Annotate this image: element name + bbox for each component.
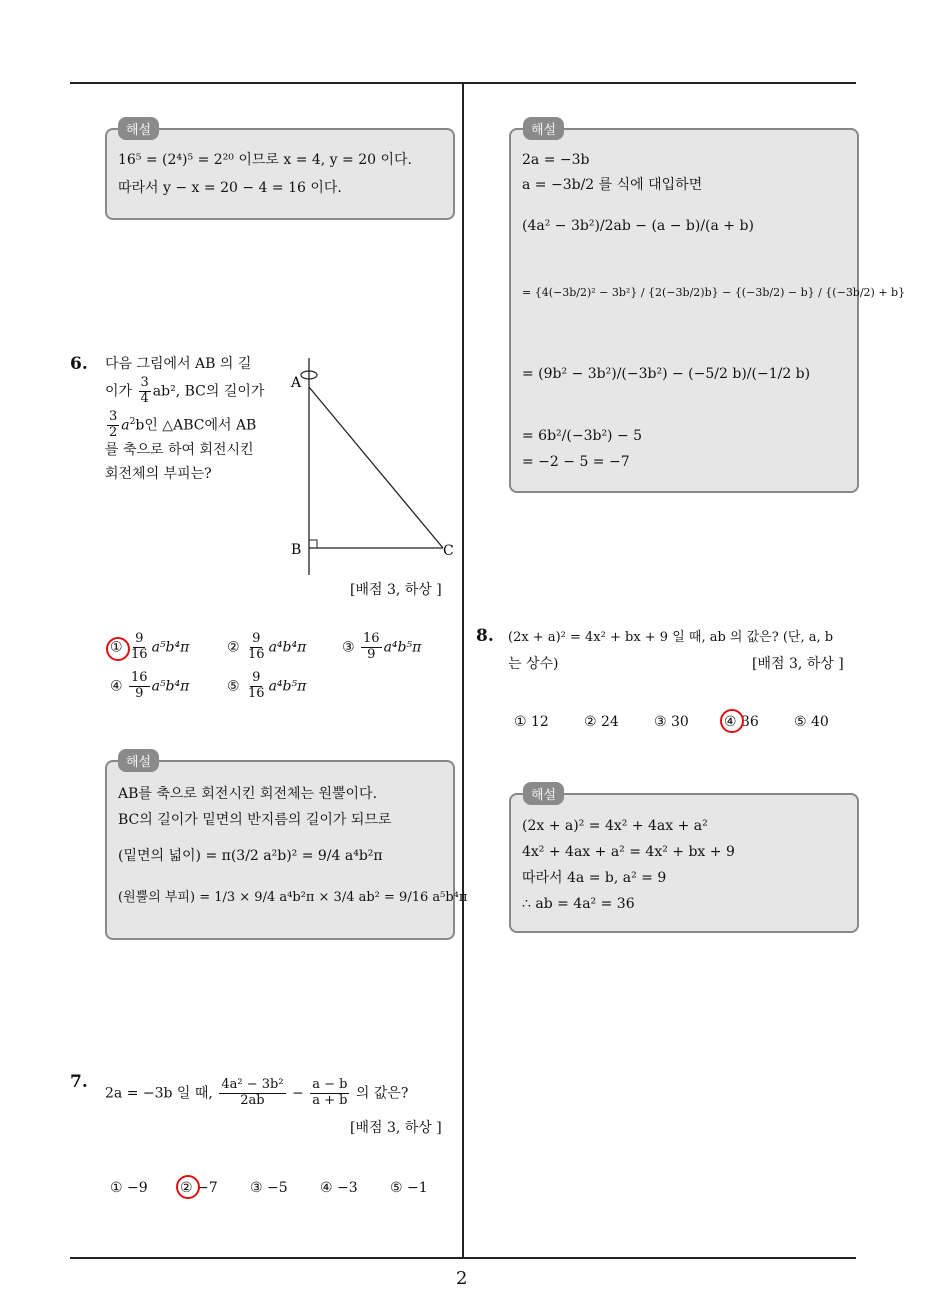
question-7-text: 2a = −3b 일 때, $\frac{\text{4a² − 3b²}}{2ab}$ − $\frac{a - b}{a + b}$ 의 값은?	[105, 1077, 409, 1108]
choice-fraction: $\frac{16}{9}$	[131, 670, 148, 701]
solution-7-line-3: (4a² − 3b²)/2ab − (a − b)/(a + b)	[522, 218, 754, 234]
question-6-text-5: 회전체의 부피는?	[105, 466, 212, 482]
question-6-text-2	[105, 376, 264, 407]
solution-6-line-3: (밑면의 넓이) = π(3/2 a²b)² = 9/4 a⁴b²π	[118, 848, 383, 864]
q7-choice-5[interactable]: ⑤ −1	[390, 1180, 428, 1196]
solution-7-line-2: a = −3b/2 를 식에 대입하면	[522, 177, 703, 193]
solution-5-line-1: 16⁵ = (2⁴)⁵ = 2²⁰ 이므로 x = 4, y = 20 이다.	[118, 152, 412, 168]
q8-choice-5[interactable]: ⑤ 40	[794, 714, 829, 730]
question-6-text-3b: b인 △ABC에서 AB	[135, 417, 257, 434]
solution-7-line-4: = {4(−3b/2)² − 3b²} / {2(−3b/2)b} − {(−3b/2) − b} / {(−3b/2) + b}	[522, 286, 906, 299]
solution-label: 해설	[118, 117, 159, 140]
bottom-rule	[70, 1257, 856, 1259]
solution-8-line-3: 따라서 4a = b, a² = 9	[522, 870, 667, 886]
choice-term: a⁴b⁵π	[268, 678, 307, 695]
q7-choice-3[interactable]: ③ −5	[250, 1180, 288, 1196]
choice-term: a⁴b⁴π	[268, 639, 307, 656]
solution-6-line-4: (원뿔의 부피) = 1/3 × 9/4 a⁴b²π × 3/4 ab² = 9/16 a⁵b⁴π	[118, 890, 468, 905]
choice-fraction: $\frac{9}{16}$	[248, 631, 265, 662]
question-6-score: [배점 3, 하상 ]	[350, 582, 442, 598]
question-7-score: [배점 3, 하상 ]	[350, 1120, 442, 1136]
answer-circle	[106, 637, 130, 661]
q8-choice-4[interactable]: ④ 36	[724, 714, 759, 730]
q8-choice-3[interactable]: ③ 30	[654, 714, 689, 730]
question-6-text-4: 를 축으로 하여 회전시킨	[105, 442, 254, 458]
choice-mark: ①	[110, 639, 123, 656]
solution-6-line-2: BC의 길이가 밑면의 반지름의 길이가 되므로	[118, 812, 392, 828]
fraction-3-2: $\frac{3}{2}$	[109, 409, 118, 440]
solution-5-line-2: 따라서 y − x = 20 − 4 = 16 이다.	[118, 180, 342, 196]
solution-8-line-4: ∴ ab = 4a² = 36	[522, 896, 635, 912]
page-number: 2	[456, 1268, 468, 1289]
q6-choice-5[interactable]	[227, 671, 306, 702]
solution-box-5	[105, 128, 455, 220]
q6-choice-4[interactable]	[110, 671, 189, 702]
vertex-B: B	[291, 542, 302, 558]
question-6-text-2b: ab², BC의 길이가	[152, 383, 265, 400]
choice-term: a⁵b⁴π	[151, 678, 190, 695]
q8-choice-2[interactable]: ② 24	[584, 714, 619, 730]
choice-fraction: $\frac{16}{9}$	[363, 631, 380, 662]
solution-7-line-5: = (9b² − 3b²)/(−3b²) − (−5/2 b)/(−1/2 b)	[522, 366, 811, 382]
vertex-A: A	[291, 375, 302, 391]
choice-mark: ②	[227, 639, 240, 656]
choice-mark: ⑤	[227, 678, 240, 695]
answer-circle	[176, 1175, 200, 1199]
solution-label: 해설	[523, 782, 564, 805]
q7-choice-4[interactable]: ④ −3	[320, 1180, 358, 1196]
q6-choice-2[interactable]	[227, 632, 306, 663]
vertex-C: C	[443, 543, 454, 559]
triangle-figure	[285, 355, 460, 580]
q7-choice-1[interactable]: ① −9	[110, 1180, 148, 1196]
choice-mark: ③	[342, 639, 355, 656]
question-6-text-1: 다음 그림에서 AB 의 길	[105, 356, 252, 372]
question-7-tail: 의 값은?	[355, 1085, 409, 1102]
solution-label: 해설	[118, 749, 159, 772]
solution-7-line-6: = 6b²/(−3b²) − 5	[522, 428, 643, 444]
solution-6-line-1: AB를 축으로 회전시킨 회전체는 원뿔이다.	[118, 786, 378, 802]
q7-fraction-2: $\frac{a - b}{a + b}$	[312, 1077, 348, 1108]
choice-term: a⁵b⁴π	[151, 639, 190, 656]
question-7-number: 7.	[70, 1072, 88, 1092]
question-6-text-2a: 이가	[105, 383, 133, 400]
question-8-score: [배점 3, 하상 ]	[752, 656, 844, 672]
question-8-text-2: 는 상수)	[508, 656, 559, 672]
q7-fraction-1: $\frac{\text{4a² − 3b²}}{2ab}$	[221, 1077, 284, 1108]
question-7-lead: 2a = −3b 일 때,	[105, 1085, 213, 1102]
solution-8-line-2: 4x² + 4ax + a² = 4x² + bx + 9	[522, 844, 735, 860]
answer-circle	[720, 709, 744, 733]
question-6-text-3: $\frac{3}{2}$ $a^2b$인 △ABC에서 AB	[109, 409, 257, 440]
q6-choice-3[interactable]	[342, 632, 421, 663]
solution-8-line-1: (2x + a)² = 4x² + 4ax + a²	[522, 818, 708, 834]
q7-choice-2[interactable]: ② −7	[180, 1180, 218, 1196]
choice-fraction: $\frac{9}{16}$	[131, 631, 148, 662]
solution-label: 해설	[523, 117, 564, 140]
column-divider	[462, 83, 464, 1258]
fraction-3-4: $\frac{3}{4}$	[140, 375, 149, 406]
solution-7-line-7: = −2 − 5 = −7	[522, 454, 630, 470]
question-8-text-1: (2x + a)² = 4x² + bx + 9 일 때, ab 의 값은? (단, a, b	[508, 630, 834, 645]
choice-term: a⁴b⁵π	[383, 639, 422, 656]
q8-choice-1[interactable]: ① 12	[514, 714, 549, 730]
question-6-number: 6.	[70, 354, 88, 374]
choice-mark: ④	[110, 678, 123, 695]
solution-7-line-1: 2a = −3b	[522, 152, 590, 168]
question-8-number: 8.	[476, 626, 494, 646]
choice-fraction: $\frac{9}{16}$	[248, 670, 265, 701]
